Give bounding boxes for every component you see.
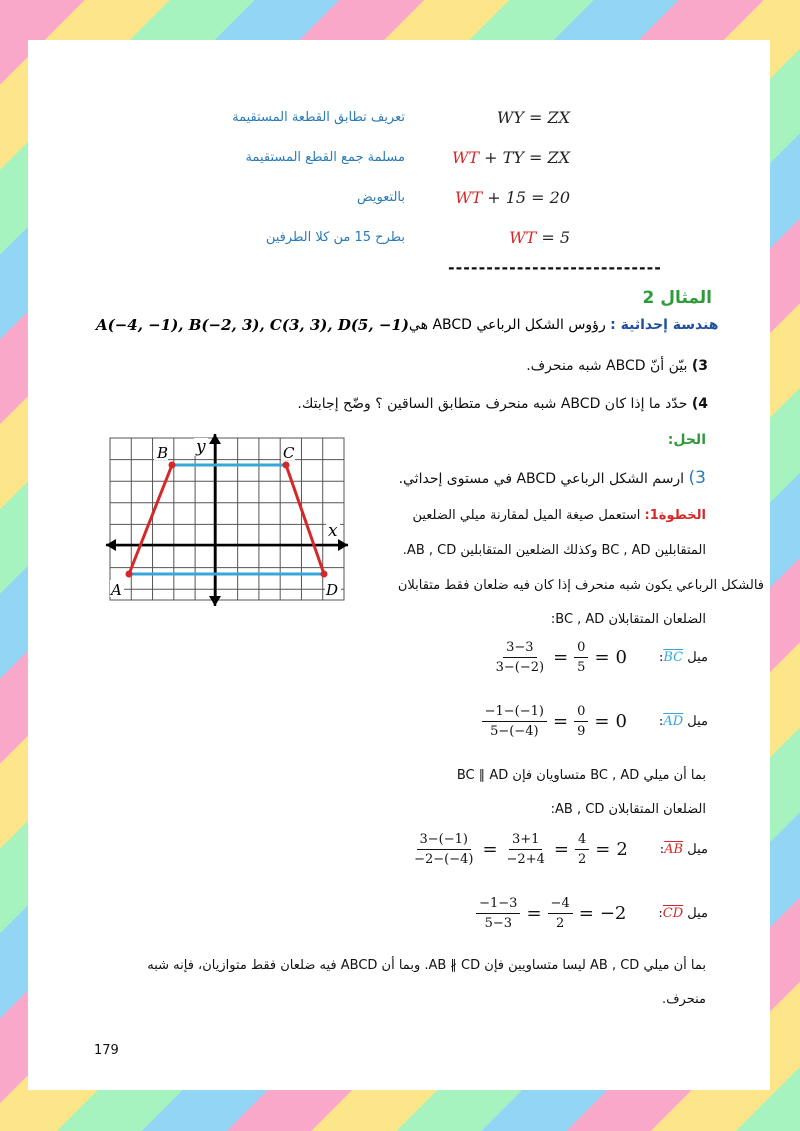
- slope-cd-frac-2: $\frac{-4}{2}$: [548, 896, 573, 931]
- proof-reason-1: تعريف تطابق القطعة المستقيمة: [232, 110, 405, 125]
- slope-bc-row: $\frac{3-3}{3-(-2)}$ = $\frac{0}{5}$ = 0 ميل BC:: [493, 640, 708, 675]
- slope-bc-frac-1: $\frac{3-3}{3-(-2)}$: [495, 640, 545, 675]
- solution-label: الحل:: [667, 432, 706, 448]
- proof-equation-2: WT + TY = ZX: [451, 148, 570, 167]
- vertex-b: [169, 462, 176, 469]
- slope-ad-frac-1: $\frac{-1-(-1)}{5-(-4)}$: [482, 704, 547, 739]
- page-number: 179: [94, 1043, 119, 1058]
- slope-ad-frac-2: $\frac{0}{9}$: [574, 704, 588, 739]
- label-b: B: [157, 444, 169, 462]
- proof-reason-2: مسلمة جمع القطع المستقيمة: [245, 150, 405, 165]
- slope-ad-label: ميل AD:: [658, 714, 708, 729]
- trapezoid-definition: فالشكل الرباعي يكون شبه منحرف إذا كان فيه ضلعان فقط متقابلان: [397, 578, 764, 593]
- y-axis-arrow-down: [209, 596, 221, 606]
- proof-equation-4: WT = 5: [509, 228, 570, 247]
- example-title: المثال 2: [642, 288, 712, 308]
- slope-ab-frac-1: $\frac{3-(-1)}{-2-(-4)}$: [414, 832, 474, 867]
- vertex-a: [126, 571, 133, 578]
- step-1-label: الخطوة1:: [644, 508, 706, 523]
- label-x: x: [328, 521, 338, 541]
- parallel-conclusion: بما أن ميلي BC , AD متساويان فإن BC ∥ AD: [456, 768, 706, 783]
- step-1-line-1: الخطوة1: استعمل صيغة الميل لمقارنة ميلي الضلعين: [412, 508, 706, 523]
- slope-ab-frac-2: $\frac{3+1}{-2+4}$: [506, 832, 545, 867]
- final-conclusion: بما أن ميلي AB , CD ليسا متساويين فإن AB ∦ CD. وبما أن ABCD فيه ضلعان فقط متوازيان، فإنه شبه: [147, 958, 706, 973]
- step-1-line-2: المتقابلين BC , AD وكذلك الضلعين المتقابلين AB , CD.: [402, 543, 706, 558]
- vertex-coordinates: A(−4, −1), B(−2, 3), C(3, 3), D(5, −1): [96, 316, 409, 334]
- slope-cd-frac-1: $\frac{-1-3}{5-3}$: [476, 896, 520, 931]
- proof-reason-3: بالتعويض: [357, 190, 405, 205]
- proof-equation-1: WY = ZX: [496, 108, 570, 127]
- opposite-sides-ab-cd: الضلعان المتقابلان AB , CD:: [550, 802, 706, 817]
- slope-ab-label: ميل AB:: [659, 842, 708, 857]
- question-4: 4) حدّد ما إذا كان ABCD شبه منحرف متطابق الساقين ؟ وضّح إجابتك.: [297, 396, 708, 412]
- label-c: C: [283, 444, 295, 462]
- slope-ad-row: $\frac{-1-(-1)}{5-(-4)}$ = $\frac{0}{9}$ = 0 ميل AD:: [482, 704, 708, 739]
- slope-ab-row: $\frac{3-(-1)}{-2-(-4)}$ = $\frac{3+1}{-2+4}$ = $\frac{4}{2}$ = 2 ميل AB:: [411, 832, 708, 867]
- opposite-sides-bc-ad: الضلعان المتقابلان BC , AD:: [550, 612, 706, 627]
- label-d: D: [326, 581, 339, 599]
- proof-equation-3: WT + 15 = 20: [455, 188, 570, 207]
- slope-cd-row: $\frac{-1-3}{5-3}$ = $\frac{-4}{2}$ = −2 ميل CD:: [476, 896, 708, 931]
- slope-cd-label: ميل CD:: [658, 906, 708, 921]
- grid: [110, 438, 344, 600]
- proof-reason-4: بطرح 15 من كلا الطرفين: [265, 230, 405, 245]
- vertex-d: [321, 571, 328, 578]
- coordinate-graph: [104, 432, 350, 608]
- step-3: 3) ارسم الشكل الرباعي ABCD في مستوى إحداثي.: [398, 468, 706, 488]
- slope-bc-frac-2: $\frac{0}{5}$: [574, 640, 588, 675]
- slope-ab-frac-3: $\frac{4}{2}$: [575, 832, 589, 867]
- label-y: y: [196, 437, 206, 457]
- section-divider: ----------------------------: [448, 258, 662, 277]
- final-conclusion-end: منحرف.: [661, 992, 706, 1007]
- problem-text: رؤوس الشكل الرباعي ABCD هي: [408, 317, 606, 333]
- vertex-c: [283, 462, 290, 469]
- problem-statement: [96, 316, 719, 334]
- label-a: A: [111, 581, 122, 599]
- question-3: 3) بيّن أنّ ABCD شبه منحرف.: [526, 358, 708, 374]
- problem-label: هندسة إحداثية :: [610, 317, 719, 333]
- slope-bc-label: ميل BC:: [658, 650, 708, 665]
